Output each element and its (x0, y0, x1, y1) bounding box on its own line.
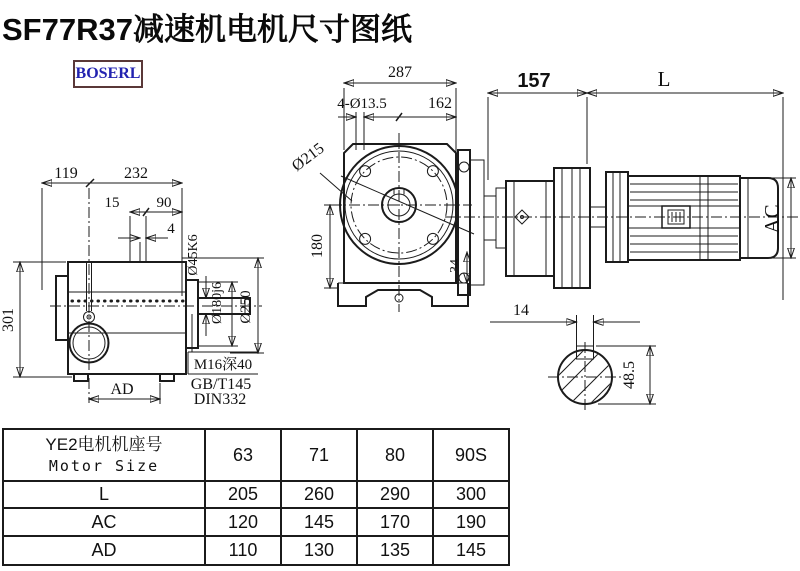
dim-180: 180 (309, 234, 326, 258)
table-cell: 145 (281, 508, 357, 536)
table-cell: 290 (357, 481, 433, 508)
dim-flange-dia: Ø250 (238, 290, 254, 324)
table-cell: 135 (357, 536, 433, 565)
note-din: DIN332 (193, 391, 247, 408)
size-col-80: 80 (357, 429, 433, 481)
header-title-cn: YE2电机机座号 (45, 435, 163, 454)
table-row-L (3, 481, 509, 508)
table-cell: 110 (205, 536, 281, 565)
table-cell: 300 (433, 481, 509, 508)
input-housing (506, 181, 554, 276)
table-cell: 130 (281, 536, 357, 565)
table-header-row (3, 429, 509, 481)
header-title-en: Motor Size (48, 457, 160, 475)
mounting-base (338, 283, 468, 306)
dim-spigot-dia: Ø180j6 (210, 282, 225, 324)
front-view (289, 64, 474, 312)
table-cell: 170 (357, 508, 433, 536)
row-label-L: L (3, 481, 205, 508)
gearbox-body (68, 262, 186, 374)
dim-215: Ø215 (288, 139, 328, 175)
dim-232: 232 (124, 165, 148, 182)
table-row-AD (3, 536, 509, 565)
motor-size-table (2, 428, 510, 566)
table-cell: 120 (205, 508, 281, 536)
dim-ad: AD (110, 381, 134, 398)
dim-162: 162 (428, 95, 452, 112)
dim-L: L (657, 67, 671, 91)
dim-301: 301 (0, 308, 17, 332)
motor-view (445, 67, 798, 300)
table-cell: 205 (205, 481, 281, 508)
flange-housing (344, 144, 456, 283)
dim-14: 14 (513, 302, 529, 319)
dim-34: 34 (448, 259, 463, 273)
dim-bolt-holes: 4-Ø13.5 (337, 96, 387, 112)
brand-logo: BOSERL (73, 60, 143, 88)
size-col-71: 71 (281, 429, 357, 481)
row-label-AC: AC (3, 508, 205, 536)
table-cell: 260 (281, 481, 357, 508)
dim-15: 15 (104, 195, 120, 211)
size-col-63: 63 (205, 429, 281, 481)
row-label-AD: AD (3, 536, 205, 565)
header-motor-size (3, 429, 205, 481)
note-thread: M16深40 (193, 357, 253, 373)
dim-shaft-dia: Ø45K6 (186, 234, 201, 276)
table-cell: 145 (433, 536, 509, 565)
table-cell: 190 (433, 508, 509, 536)
dim-119: 119 (54, 165, 78, 182)
dim-AC: AC (760, 204, 784, 234)
dim-90: 90 (156, 195, 172, 211)
side-view (0, 165, 264, 408)
size-col-90s: 90S (433, 429, 509, 481)
shaft-section (490, 302, 656, 412)
table-row-AC (3, 508, 509, 536)
dim-287: 287 (388, 64, 412, 81)
page-title: SF77R37减速机电机尺寸图纸 (2, 12, 412, 47)
dim-157: 157 (517, 70, 551, 92)
note-gb: GB/T145 (190, 376, 252, 393)
dim-48-5: 48.5 (621, 361, 638, 389)
dim-4: 4 (167, 221, 175, 237)
